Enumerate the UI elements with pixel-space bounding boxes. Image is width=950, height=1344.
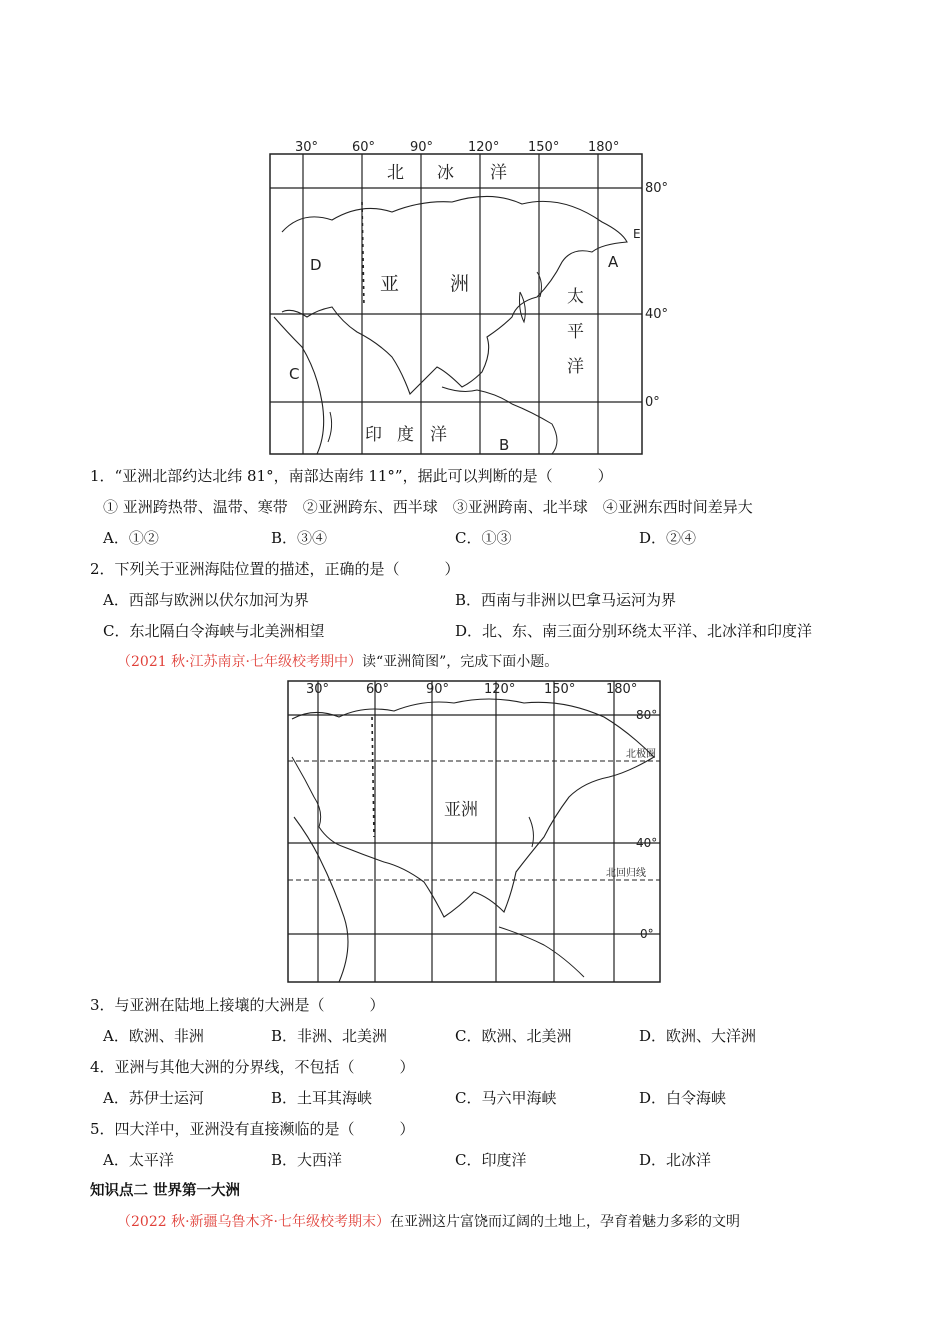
map2-lon-label: 150° bbox=[544, 682, 576, 697]
map1-lon-label: 150° bbox=[528, 140, 560, 155]
group1-source: （2021 秋·江苏南京·七年级校考期中） bbox=[117, 654, 362, 670]
map1-lat-label: 80° bbox=[645, 181, 669, 196]
map1-pacific-char: 洋 bbox=[567, 357, 584, 377]
group1-intro: 读“亚洲简图”，完成下面小题。 bbox=[361, 654, 559, 670]
q4-option-a[interactable]: A．苏伊士运河 bbox=[103, 1089, 204, 1107]
q5-option-b[interactable]: B．大西洋 bbox=[271, 1151, 343, 1169]
map2-lat-label: 40° bbox=[636, 836, 658, 850]
map2-tropic-label: 北回归线 bbox=[606, 868, 646, 879]
q2-option-b[interactable]: B．西南与非洲以巴拿马运河为界 bbox=[455, 591, 677, 609]
q5-stem: 5．四大洋中，亚洲没有直接濒临的是（ ） bbox=[90, 1120, 415, 1138]
map1-continent-char: 洲 bbox=[450, 273, 470, 295]
map1-pacific-char: 太 bbox=[567, 287, 584, 307]
q3-option-a[interactable]: A．欧洲、非洲 bbox=[103, 1027, 204, 1045]
map1-arctic-char: 冰 bbox=[437, 163, 454, 183]
map1-point-b: B bbox=[499, 436, 510, 454]
map1-lat-label: 40° bbox=[645, 307, 669, 322]
q4-option-c[interactable]: C．马六甲海峡 bbox=[455, 1089, 557, 1107]
map2-lat-label: 0° bbox=[640, 927, 654, 941]
q4-stem: 4．亚洲与其他大洲的分界线，不包括（ ） bbox=[90, 1058, 415, 1076]
q3-stem: 3．与亚洲在陆地上接壤的大洲是（ ） bbox=[90, 996, 385, 1014]
asia-map-2 bbox=[284, 677, 664, 987]
map1-indian-char: 印 bbox=[365, 425, 382, 445]
map1-lon-label: 180° bbox=[588, 140, 620, 155]
map1-arctic-char: 洋 bbox=[490, 163, 507, 183]
map2-lat-label: 80° bbox=[636, 708, 658, 722]
q3-option-d[interactable]: D．欧洲、大洋洲 bbox=[639, 1027, 757, 1045]
q1-option-c[interactable]: C．①③ bbox=[455, 529, 512, 547]
q1-statements: ① 亚洲跨热带、温带、寒带 ②亚洲跨东、西半球 ③亚洲跨南、北半球 ④亚洲东西时间差异大 bbox=[103, 498, 753, 516]
map2-continent-label: 亚洲 bbox=[444, 800, 478, 820]
map2-lon-label: 120° bbox=[484, 682, 516, 697]
map1-arctic-char: 北 bbox=[387, 163, 404, 183]
map1-indian-char: 度 bbox=[397, 425, 414, 445]
map1-indian-char: 洋 bbox=[430, 425, 447, 445]
map1-pacific-char: 平 bbox=[567, 322, 584, 342]
map1-point-a: A bbox=[608, 253, 619, 271]
q1-stem: 1．“亚洲北部约达北纬 81°，南部达南纬 11°”，据此可以判断的是（ ） bbox=[90, 467, 613, 485]
q1-option-d[interactable]: D．②④ bbox=[639, 529, 697, 547]
map2-lon-label: 60° bbox=[366, 682, 390, 697]
map2-arctic-circle-label: 北极圈 bbox=[626, 749, 656, 760]
q2-stem: 2．下列关于亚洲海陆位置的描述，正确的是（ ） bbox=[90, 560, 460, 578]
map1-lon-label: 120° bbox=[468, 140, 500, 155]
q2-option-c[interactable]: C．东北隔白令海峡与北美洲相望 bbox=[103, 622, 325, 640]
group2-source: （2022 秋·新疆乌鲁木齐·七年级校考期末） bbox=[117, 1214, 390, 1230]
map2-lon-label: 30° bbox=[306, 682, 330, 697]
q3-option-b[interactable]: B．非洲、北美洲 bbox=[271, 1027, 388, 1045]
q4-option-d[interactable]: D．白令海峡 bbox=[639, 1089, 727, 1107]
map1-lon-label: 30° bbox=[295, 140, 319, 155]
map1-point-e: E bbox=[633, 227, 641, 241]
q5-option-c[interactable]: C．印度洋 bbox=[455, 1151, 527, 1169]
map1-lat-label: 0° bbox=[645, 395, 660, 410]
q1-option-b[interactable]: B．③④ bbox=[271, 529, 328, 547]
asia-map-1 bbox=[262, 132, 682, 457]
map2-lon-label: 180° bbox=[606, 682, 638, 697]
section-title: 知识点二 世界第一大洲 bbox=[90, 1183, 241, 1199]
group2-intro: 在亚洲这片富饶而辽阔的土地上，孕育着魅力多彩的文明 bbox=[389, 1214, 740, 1230]
q2-option-d[interactable]: D．北、东、南三面分别环绕太平洋、北冰洋和印度洋 bbox=[455, 622, 813, 640]
map1-lon-label: 60° bbox=[352, 140, 376, 155]
q4-option-b[interactable]: B．土耳其海峡 bbox=[271, 1089, 373, 1107]
q2-option-a[interactable]: A．西部与欧洲以伏尔加河为界 bbox=[103, 591, 309, 609]
q3-option-c[interactable]: C．欧洲、北美洲 bbox=[455, 1027, 572, 1045]
map1-point-c: C bbox=[289, 365, 300, 383]
q1-option-a[interactable]: A．①② bbox=[103, 529, 159, 547]
map2-lon-label: 90° bbox=[426, 682, 450, 697]
map1-point-d: D bbox=[310, 256, 322, 274]
map1-lon-label: 90° bbox=[410, 140, 434, 155]
q5-option-d[interactable]: D．北冰洋 bbox=[639, 1151, 712, 1169]
map1-continent-char: 亚 bbox=[380, 273, 400, 295]
q5-option-a[interactable]: A．太平洋 bbox=[103, 1151, 174, 1169]
